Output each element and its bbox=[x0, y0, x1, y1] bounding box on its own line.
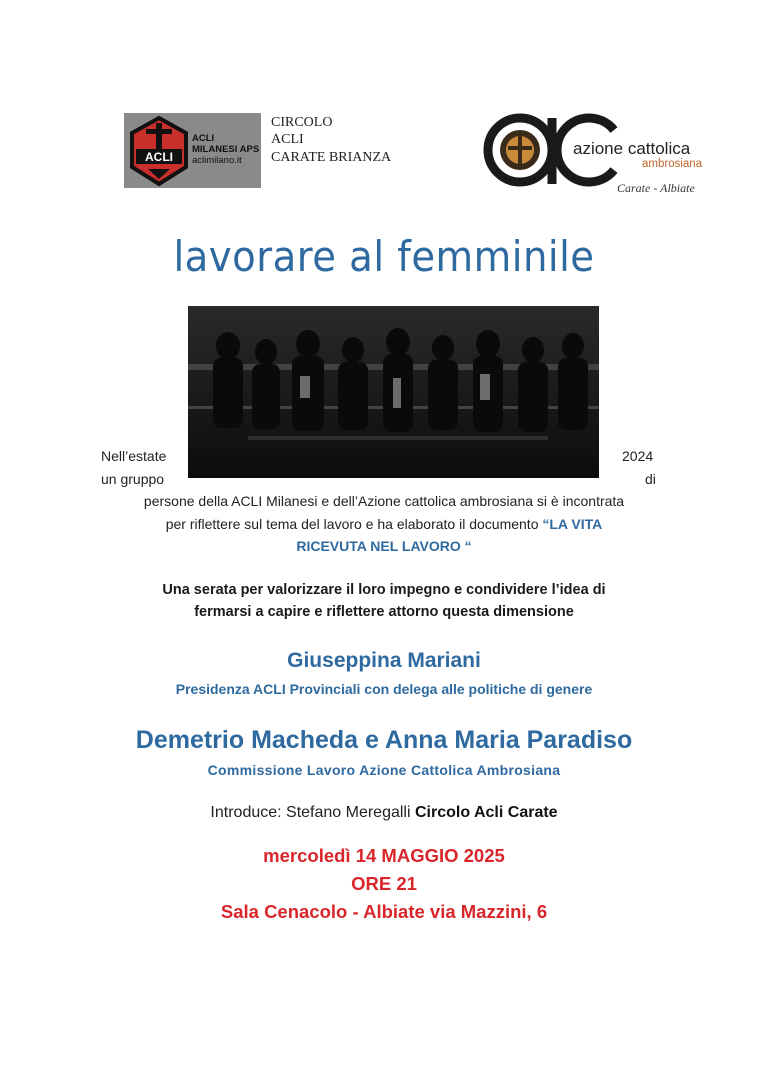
speaker-1-name: Giuseppina Mariani bbox=[287, 649, 481, 672]
tagline bbox=[0, 579, 768, 623]
ac-logo-sub: ambrosiana bbox=[642, 158, 703, 170]
intro-text-left2: un gruppo bbox=[101, 471, 165, 487]
event-time: ORE 21 bbox=[351, 873, 417, 894]
intro-text-line4-prefix: per riflettere sul tema del lavoro e ha elaborato il documento bbox=[165, 516, 543, 532]
acli-logo-line3: aclimilano.it bbox=[192, 155, 242, 166]
acli-emblem-icon bbox=[128, 115, 190, 187]
intro-text-line3: persone della ACLI Milanesi e dell’Azione cattolica ambrosiana si è incontrata bbox=[143, 493, 625, 509]
tagline-line2: fermarsi a capire e riflettere attorno questa dimensione bbox=[194, 604, 574, 620]
intro-text-line4 bbox=[0, 516, 768, 532]
ac-logo-name: azione cattolica bbox=[573, 139, 691, 158]
document-title-part2: RICEVUTA NEL LAVORO “ bbox=[296, 538, 472, 554]
acli-logo-line1: ACLI bbox=[192, 133, 215, 144]
event-venue: Sala Cenacolo - Albiate via Mazzini, 6 bbox=[220, 901, 548, 922]
women-workers-photo bbox=[188, 306, 599, 478]
speaker-2-role: Commissione Lavoro Azione Cattolica Ambrosiana bbox=[207, 762, 561, 778]
introduces-label: Introduce: Stefano Meregalli bbox=[210, 804, 411, 821]
event-date: mercoledì 14 MAGGIO 2025 bbox=[263, 845, 505, 866]
page-title: lavorare al femminile bbox=[173, 232, 595, 281]
acli-logo-line2: MILANESI APS bbox=[192, 144, 260, 155]
intro-text-right2: di bbox=[645, 471, 656, 487]
intro-text-left1: Nell’estate bbox=[101, 448, 167, 464]
acli-logo bbox=[124, 113, 261, 188]
introduces-line bbox=[0, 804, 768, 822]
circolo-line-3: CARATE BRIANZA bbox=[271, 150, 392, 165]
speaker-2-name: Demetrio Macheda e Anna Maria Paradiso bbox=[135, 726, 633, 754]
introduces-org: Circolo Acli Carate bbox=[415, 804, 558, 821]
speaker-1-role: Presidenza ACLI Provinciali con delega alle politiche di genere bbox=[175, 681, 593, 697]
ac-location: Carate - Albiate bbox=[617, 181, 695, 195]
intro-text-right1: 2024 bbox=[622, 448, 654, 464]
circolo-line-1: CIRCOLO bbox=[271, 115, 333, 130]
circolo-line-2: ACLI bbox=[271, 132, 304, 147]
tagline-line1: Una serata per valorizzare il loro impegno e condividere l’idea di bbox=[162, 582, 606, 598]
acli-badge-text: ACLI bbox=[145, 150, 173, 164]
document-title-part1: “LA VITA bbox=[542, 516, 603, 532]
